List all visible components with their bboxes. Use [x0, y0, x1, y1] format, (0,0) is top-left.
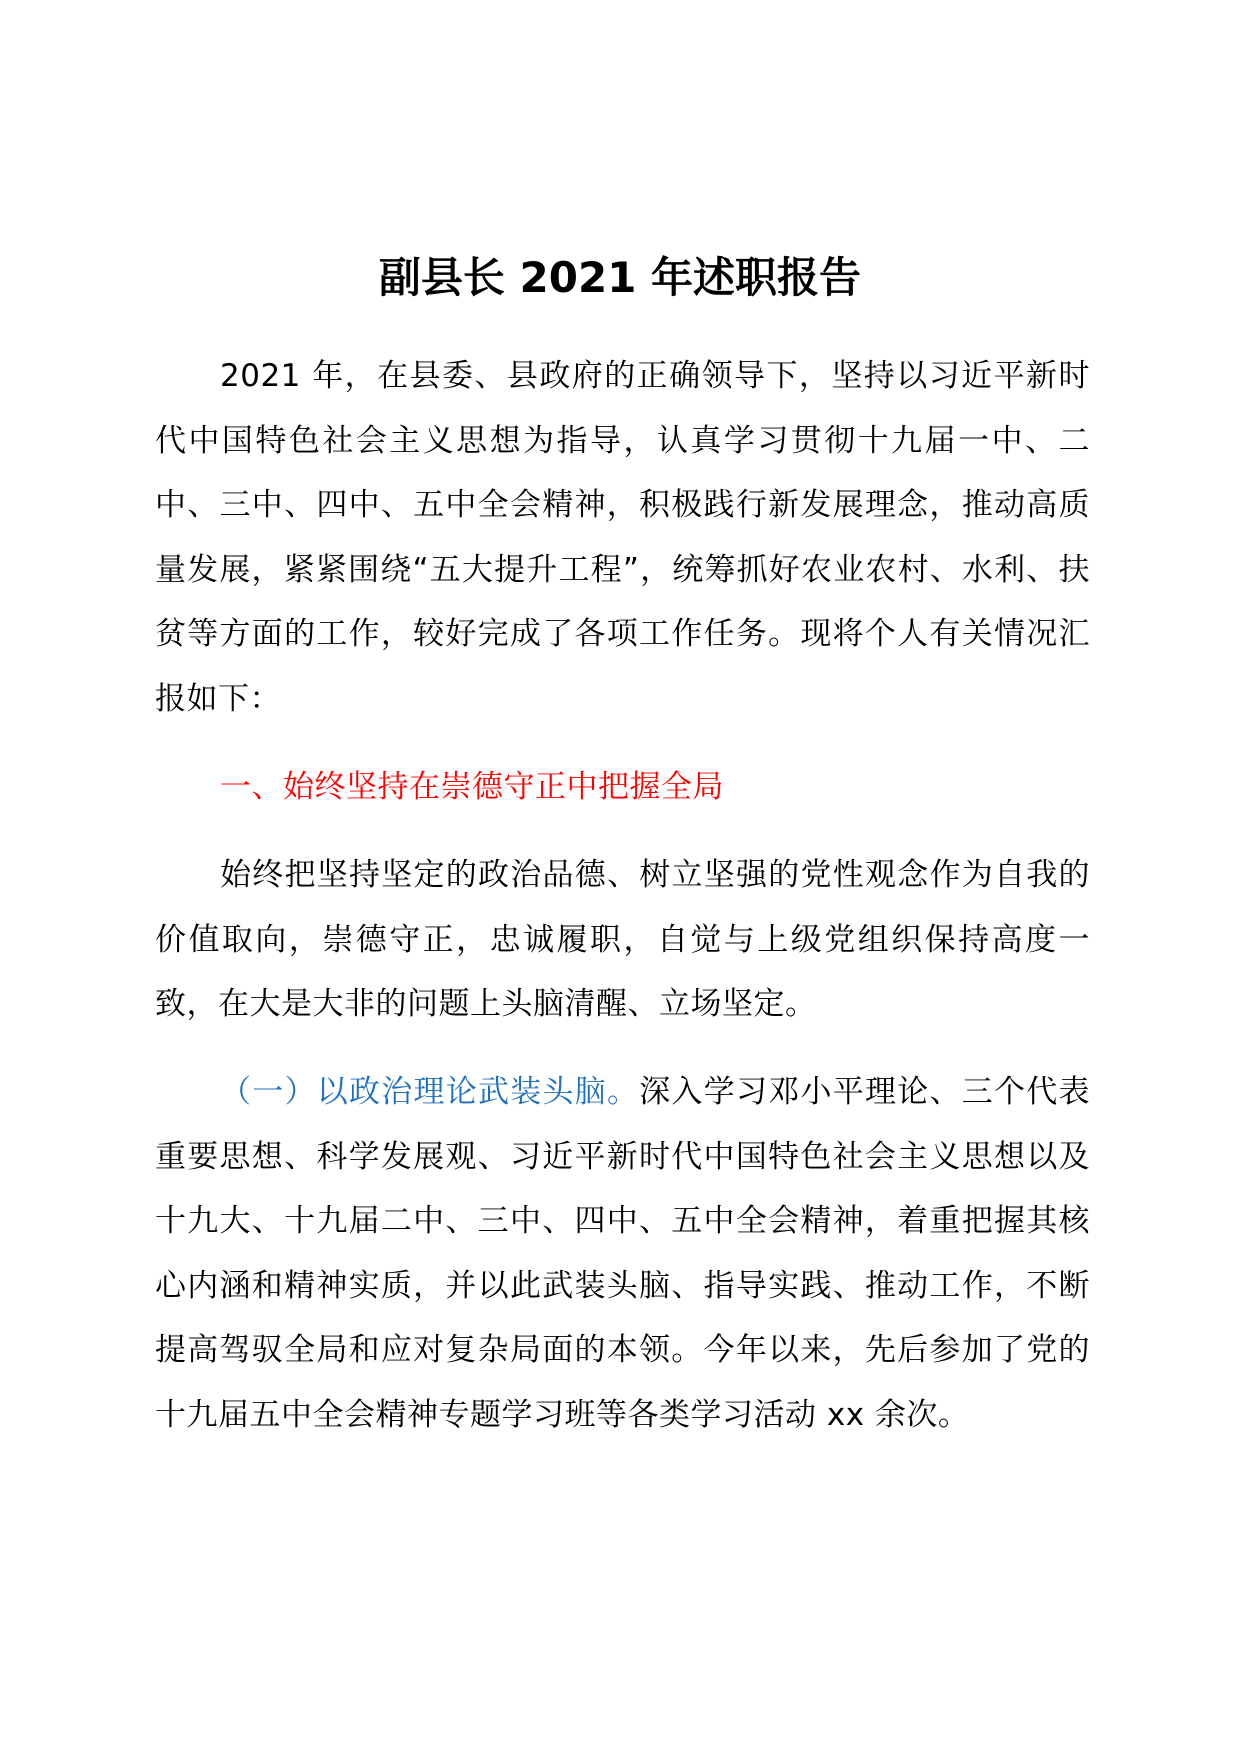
subsection-heading: （一）以政治理论武装头脑。 — [220, 1074, 640, 1110]
section-paragraph: 始终把坚持坚定的政治品德、树立坚强的党性观念作为自我的价值取向，崇德守正，忠诚履职，自觉与上级党组织保持高度一致，在大是大非的问题上头脑清醒、立场坚定。 — [155, 857, 1090, 1022]
subsection-text: 深入学习邓小平理论、三个代表重要思想、科学发展观、习近平新时代中国特色社会主义思想以及十九大、十九届二中、三中、四中、五中全会精神，着重把握其核心内涵和精神实质，并以此武装头脑、指导实践、推动工作，不断提高驾驭全局和应对复杂局面的本领。今年以来，先后参加了党的十九届五中全会精神专题学习班等各类学习活动 xx 余次。 — [155, 1074, 1090, 1433]
section-heading: 一、始终坚持在崇德守正中把握全局 — [220, 769, 724, 805]
intro-paragraph: 2021 年，在县委、县政府的正确领导下，坚持以习近平新时代中国特色社会主义思想为指导，认真学习贯彻十九届一中、二中、三中、四中、五中全会精神，积极践行新发展理念，推动高质量发展，紧紧围绕“五大提升工程”，统筹抓好农业农村、水利、扶贫等方面的工作，较好完成了各项工作任务。现将个人有关情况汇报如下： — [155, 358, 1090, 717]
document-title: 副县长 2021 年述职报告 — [378, 253, 862, 302]
subsection-paragraph — [155, 1060, 1090, 1447]
